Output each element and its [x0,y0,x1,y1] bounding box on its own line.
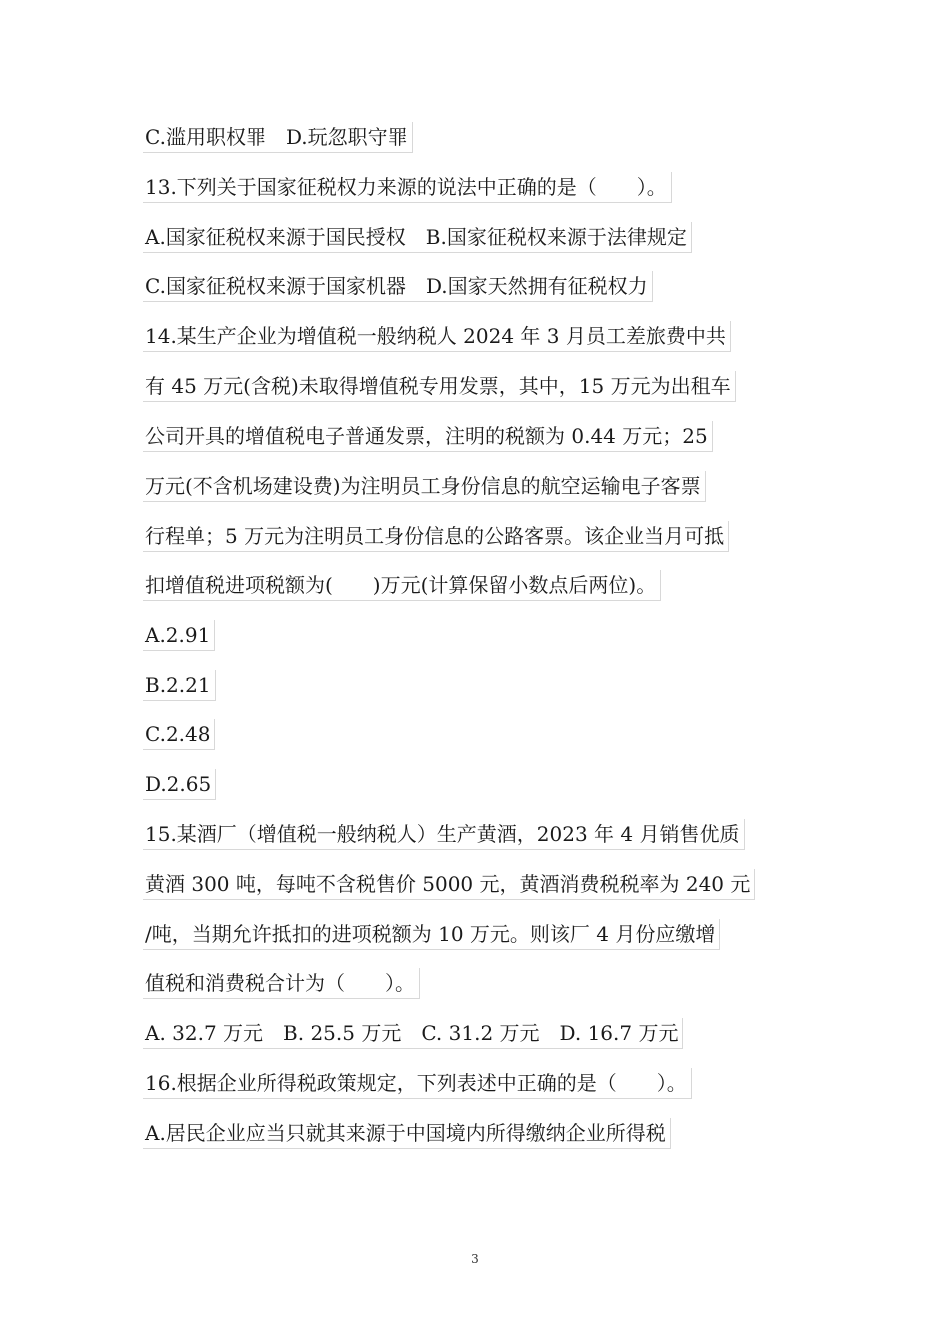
question-14-line-3: 公司开具的增值税电子普通发票，注明的税额为 0.44 万元；25 [143,421,713,452]
option-q14-a: A.2.91 [143,620,215,651]
option-line-q12-cd: C.滥用职权罪 D.玩忽职守罪 [143,122,413,153]
question-14-line-4: 万元(不含机场建设费)为注明员工身份信息的航空运输电子客票 [143,471,706,502]
question-15-line-4: 值税和消费税合计为（ ）。 [143,968,420,999]
question-14-line-6: 扣增值税进项税额为( )万元(计算保留小数点后两位)。 [143,570,661,601]
option-q14-d: D.2.65 [143,769,216,800]
question-14-line-2: 有 45 万元(含税)未取得增值税专用发票，其中，15 万元为出租车 [143,371,736,402]
question-14-line-1: 14.某生产企业为增值税一般纳税人 2024 年 3 月员工差旅费中共 [143,321,731,352]
question-14-line-5: 行程单；5 万元为注明员工身份信息的公路客票。该企业当月可抵 [143,521,729,552]
question-15-line-1: 15.某酒厂（增值税一般纳税人）生产黄酒，2023 年 4 月销售优质 [143,819,745,850]
option-line-q13-cd: C.国家征税权来源于国家机器 D.国家天然拥有征税权力 [143,271,653,302]
option-q14-c: C.2.48 [143,719,215,750]
option-line-q13-ab: A.国家征税权来源于国民授权 B.国家征税权来源于法律规定 [143,222,692,253]
option-q14-b: B.2.21 [143,670,216,701]
question-13-stem: 13.下列关于国家征税权力来源的说法中正确的是（ ）。 [143,172,672,203]
question-16-stem: 16.根据企业所得税政策规定，下列表述中正确的是（ ）。 [143,1068,692,1099]
page-number: 3 [471,1252,479,1266]
question-15-line-2: 黄酒 300 吨，每吨不含税售价 5000 元，黄酒消费税税率为 240 元 [143,869,755,900]
option-line-q15: A. 32.7 万元 B. 25.5 万元 C. 31.2 万元 D. 16.7 万元 [143,1018,683,1049]
option-q16-a: A.居民企业应当只就其来源于中国境内所得缴纳企业所得税 [143,1118,671,1149]
question-15-line-3: /吨，当期允许抵扣的进项税额为 10 万元。则该厂 4 月份应缴增 [143,919,720,950]
